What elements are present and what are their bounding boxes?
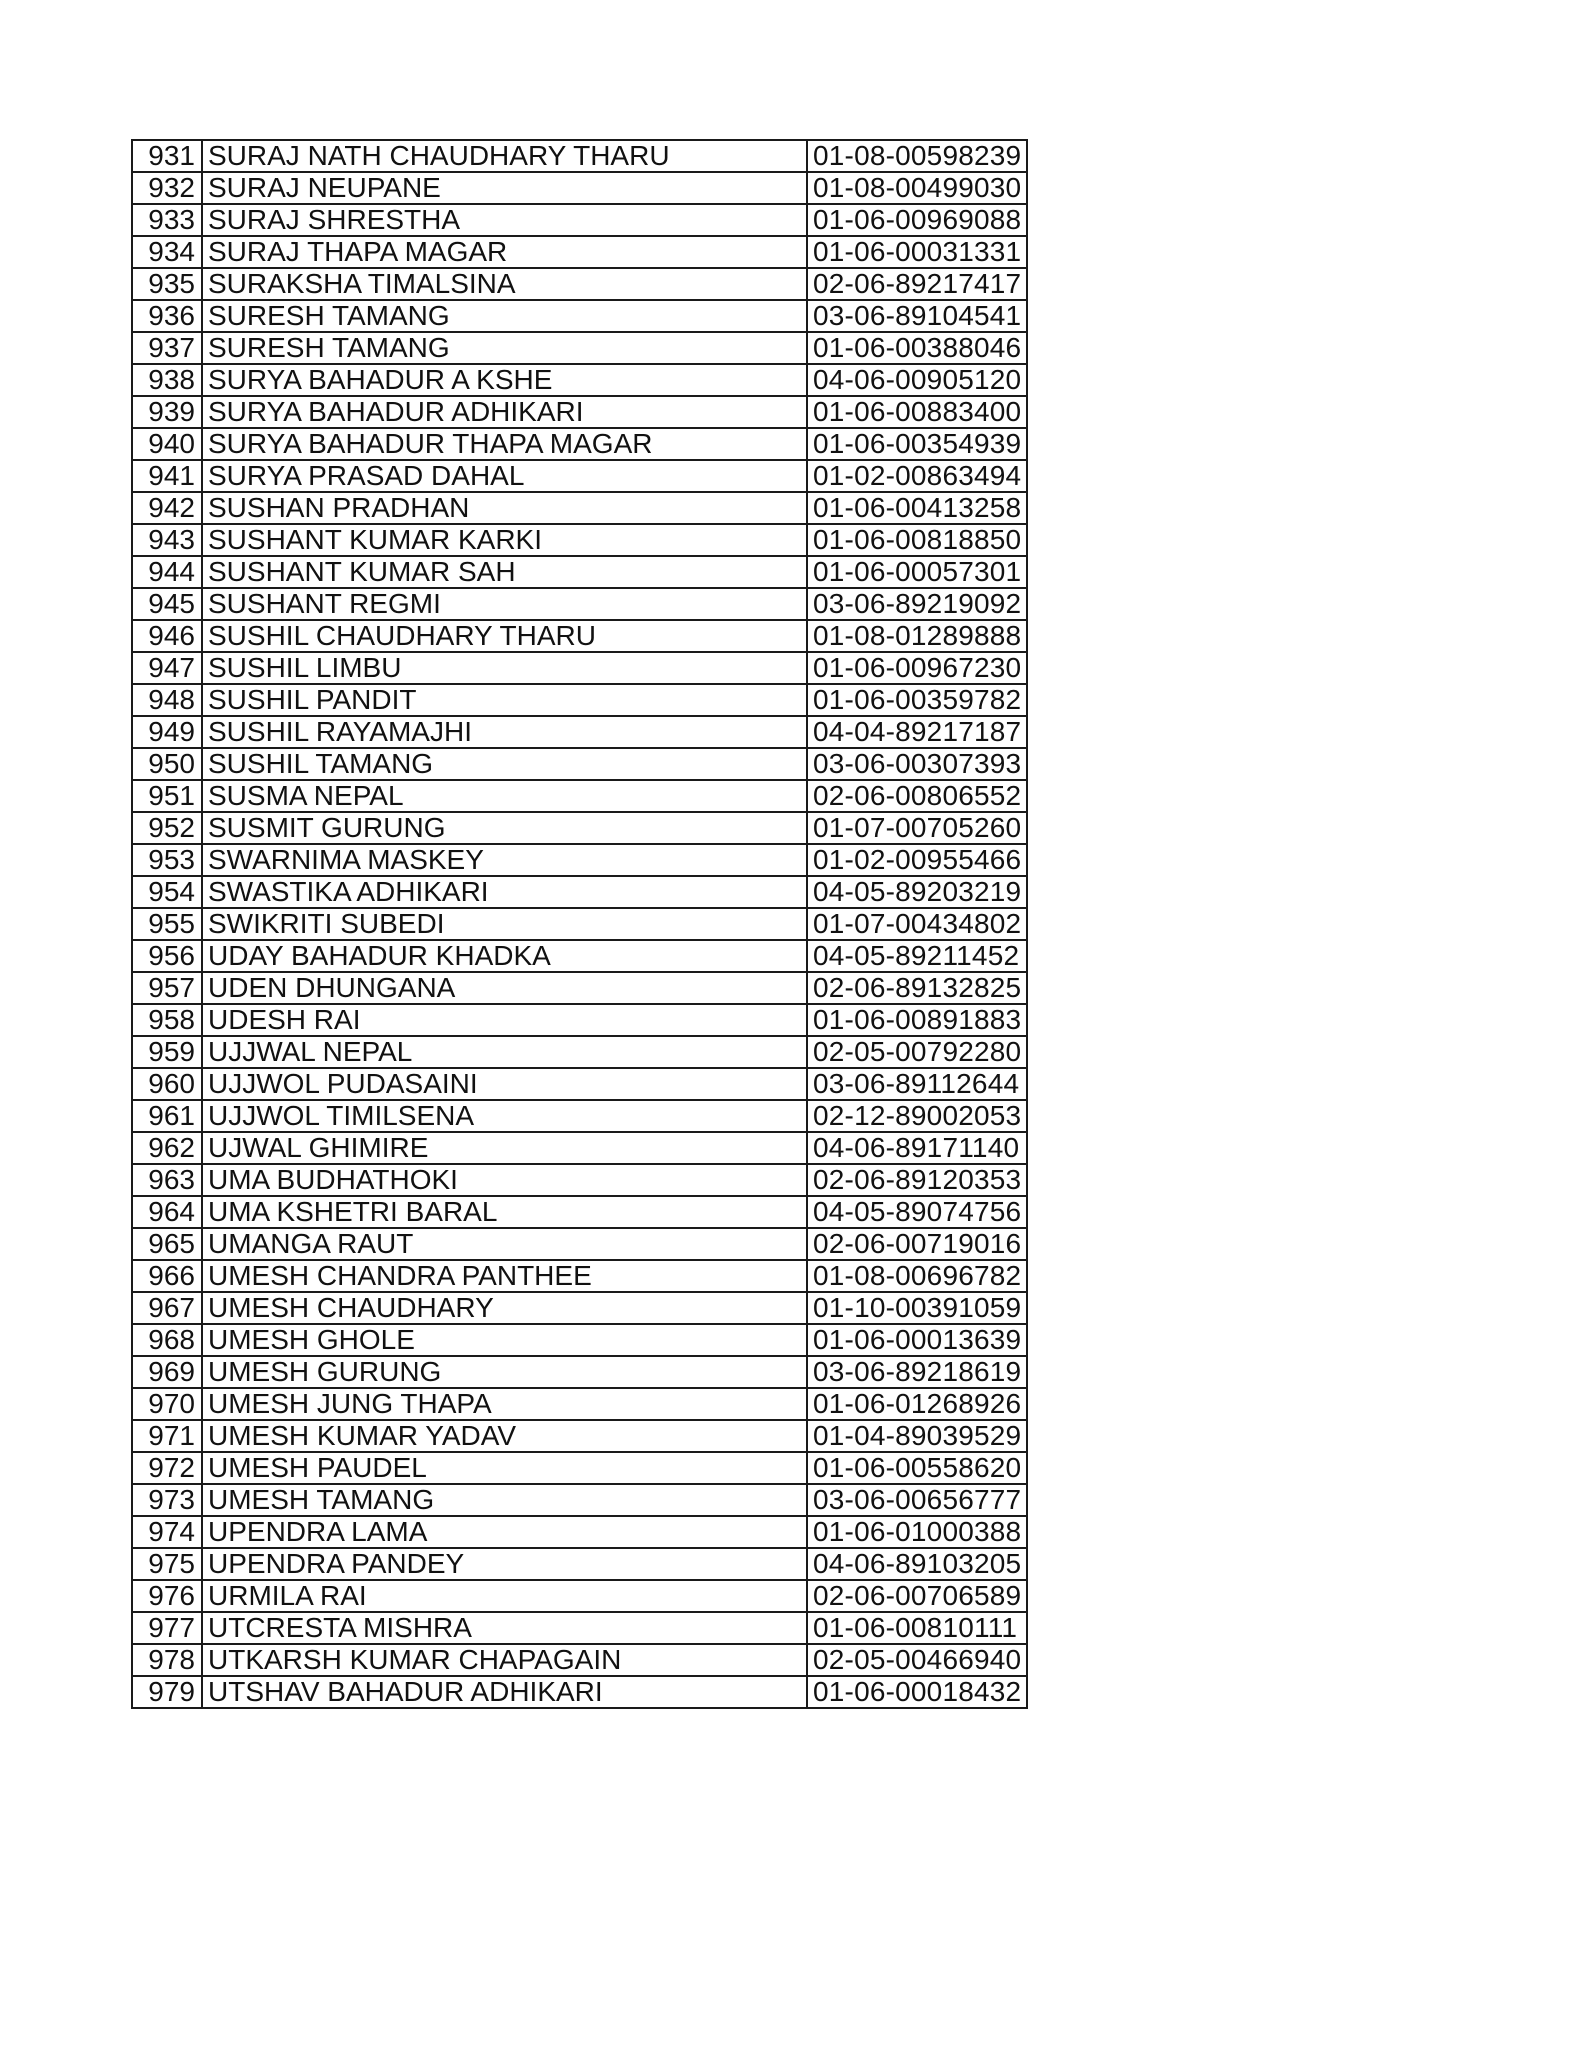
serial-number-cell: 947: [132, 652, 202, 684]
name-cell: UMESH GURUNG: [202, 1356, 807, 1388]
serial-number-cell: 942: [132, 492, 202, 524]
table-row: [132, 972, 1027, 1004]
table-row: [132, 1644, 1027, 1676]
id-number-cell: 01-02-00863494: [807, 460, 1027, 492]
serial-number-cell: 978: [132, 1644, 202, 1676]
table-row: [132, 140, 1027, 172]
serial-number-cell: 977: [132, 1612, 202, 1644]
table-row: [132, 812, 1027, 844]
id-number-cell: 02-06-00719016: [807, 1228, 1027, 1260]
serial-number-cell: 933: [132, 204, 202, 236]
table-row: [132, 428, 1027, 460]
id-number-cell: 01-08-00499030: [807, 172, 1027, 204]
serial-number-cell: 971: [132, 1420, 202, 1452]
serial-number-cell: 943: [132, 524, 202, 556]
serial-number-cell: 969: [132, 1356, 202, 1388]
name-cell: SUSHAN PRADHAN: [202, 492, 807, 524]
id-number-cell: 02-05-00792280: [807, 1036, 1027, 1068]
table-row: [132, 1164, 1027, 1196]
serial-number-cell: 938: [132, 364, 202, 396]
serial-number-cell: 979: [132, 1676, 202, 1708]
table-row: [132, 1100, 1027, 1132]
table-row: [132, 492, 1027, 524]
serial-number-cell: 964: [132, 1196, 202, 1228]
serial-number-cell: 961: [132, 1100, 202, 1132]
table-row: [132, 748, 1027, 780]
table-row: [132, 1324, 1027, 1356]
name-cell: SUSHANT KUMAR KARKI: [202, 524, 807, 556]
serial-number-cell: 967: [132, 1292, 202, 1324]
name-cell: SURAKSHA TIMALSINA: [202, 268, 807, 300]
table-row: [132, 204, 1027, 236]
table-row: [132, 844, 1027, 876]
id-number-cell: 03-06-89104541: [807, 300, 1027, 332]
name-cell: UTKARSH KUMAR CHAPAGAIN: [202, 1644, 807, 1676]
id-number-cell: 03-06-00656777: [807, 1484, 1027, 1516]
id-number-cell: 02-06-00806552: [807, 780, 1027, 812]
id-number-cell: 01-06-00891883: [807, 1004, 1027, 1036]
id-number-cell: 01-07-00705260: [807, 812, 1027, 844]
name-cell: UMESH CHAUDHARY: [202, 1292, 807, 1324]
roster-table-body: [132, 140, 1027, 1708]
table-row: [132, 524, 1027, 556]
name-cell: UTCRESTA MISHRA: [202, 1612, 807, 1644]
serial-number-cell: 956: [132, 940, 202, 972]
name-cell: URMILA RAI: [202, 1580, 807, 1612]
id-number-cell: 01-06-00967230: [807, 652, 1027, 684]
serial-number-cell: 944: [132, 556, 202, 588]
id-number-cell: 04-05-89074756: [807, 1196, 1027, 1228]
name-cell: SWASTIKA ADHIKARI: [202, 876, 807, 908]
name-cell: SURAJ NEUPANE: [202, 172, 807, 204]
name-cell: SURYA BAHADUR ADHIKARI: [202, 396, 807, 428]
name-cell: UMANGA RAUT: [202, 1228, 807, 1260]
serial-number-cell: 960: [132, 1068, 202, 1100]
serial-number-cell: 937: [132, 332, 202, 364]
name-cell: UMESH TAMANG: [202, 1484, 807, 1516]
table-row: [132, 652, 1027, 684]
table-row: [132, 332, 1027, 364]
table-row: [132, 1036, 1027, 1068]
id-number-cell: 02-05-00466940: [807, 1644, 1027, 1676]
serial-number-cell: 968: [132, 1324, 202, 1356]
id-number-cell: 01-07-00434802: [807, 908, 1027, 940]
table-row: [132, 172, 1027, 204]
name-cell: UJWAL GHIMIRE: [202, 1132, 807, 1164]
id-number-cell: 01-06-00818850: [807, 524, 1027, 556]
id-number-cell: 03-06-89218619: [807, 1356, 1027, 1388]
serial-number-cell: 932: [132, 172, 202, 204]
id-number-cell: 01-06-00558620: [807, 1452, 1027, 1484]
table-row: [132, 716, 1027, 748]
id-number-cell: 01-06-01268926: [807, 1388, 1027, 1420]
serial-number-cell: 935: [132, 268, 202, 300]
table-row: [132, 364, 1027, 396]
table-row: [132, 1420, 1027, 1452]
table-row: [132, 1004, 1027, 1036]
name-cell: SUSHIL LIMBU: [202, 652, 807, 684]
table-row: [132, 1676, 1027, 1708]
name-cell: UJJWAL NEPAL: [202, 1036, 807, 1068]
table-row: [132, 1548, 1027, 1580]
id-number-cell: 01-06-00031331: [807, 236, 1027, 268]
name-cell: SUSMA NEPAL: [202, 780, 807, 812]
id-number-cell: 02-06-89120353: [807, 1164, 1027, 1196]
table-row: [132, 684, 1027, 716]
name-cell: UMESH GHOLE: [202, 1324, 807, 1356]
name-cell: SURYA BAHADUR THAPA MAGAR: [202, 428, 807, 460]
name-cell: SURYA PRASAD DAHAL: [202, 460, 807, 492]
table-row: [132, 588, 1027, 620]
id-number-cell: 01-08-00598239: [807, 140, 1027, 172]
serial-number-cell: 962: [132, 1132, 202, 1164]
id-number-cell: 01-06-00359782: [807, 684, 1027, 716]
name-cell: UJJWOL PUDASAINI: [202, 1068, 807, 1100]
id-number-cell: 01-02-00955466: [807, 844, 1027, 876]
serial-number-cell: 940: [132, 428, 202, 460]
serial-number-cell: 946: [132, 620, 202, 652]
name-cell: UMESH KUMAR YADAV: [202, 1420, 807, 1452]
name-cell: SUSHANT KUMAR SAH: [202, 556, 807, 588]
table-row: [132, 236, 1027, 268]
id-number-cell: 01-08-00696782: [807, 1260, 1027, 1292]
id-number-cell: 01-06-00810111: [807, 1612, 1027, 1644]
id-number-cell: 01-04-89039529: [807, 1420, 1027, 1452]
table-row: [132, 1452, 1027, 1484]
id-number-cell: 01-06-01000388: [807, 1516, 1027, 1548]
table-row: [132, 396, 1027, 428]
name-cell: UDEN DHUNGANA: [202, 972, 807, 1004]
id-number-cell: 01-06-00018432: [807, 1676, 1027, 1708]
name-cell: SUSHIL PANDIT: [202, 684, 807, 716]
serial-number-cell: 951: [132, 780, 202, 812]
name-cell: SUSHIL TAMANG: [202, 748, 807, 780]
name-cell: SURESH TAMANG: [202, 332, 807, 364]
name-cell: UPENDRA PANDEY: [202, 1548, 807, 1580]
serial-number-cell: 955: [132, 908, 202, 940]
name-cell: SURYA BAHADUR A KSHE: [202, 364, 807, 396]
id-number-cell: 04-06-89103205: [807, 1548, 1027, 1580]
name-cell: UTSHAV BAHADUR ADHIKARI: [202, 1676, 807, 1708]
id-number-cell: 01-06-00883400: [807, 396, 1027, 428]
id-number-cell: 01-06-00013639: [807, 1324, 1027, 1356]
table-row: [132, 1068, 1027, 1100]
serial-number-cell: 966: [132, 1260, 202, 1292]
serial-number-cell: 934: [132, 236, 202, 268]
id-number-cell: 01-06-00354939: [807, 428, 1027, 460]
name-cell: UDESH RAI: [202, 1004, 807, 1036]
name-cell: SWARNIMA MASKEY: [202, 844, 807, 876]
serial-number-cell: 949: [132, 716, 202, 748]
table-row: [132, 1612, 1027, 1644]
id-number-cell: 01-08-01289888: [807, 620, 1027, 652]
table-row: [132, 1388, 1027, 1420]
name-cell: UMESH CHANDRA PANTHEE: [202, 1260, 807, 1292]
serial-number-cell: 931: [132, 140, 202, 172]
table-row: [132, 300, 1027, 332]
table-row: [132, 1196, 1027, 1228]
name-cell: SURAJ THAPA MAGAR: [202, 236, 807, 268]
name-cell: SURAJ NATH CHAUDHARY THARU: [202, 140, 807, 172]
table-row: [132, 460, 1027, 492]
id-number-cell: 01-06-00057301: [807, 556, 1027, 588]
name-cell: UJJWOL TIMILSENA: [202, 1100, 807, 1132]
id-number-cell: 01-06-00413258: [807, 492, 1027, 524]
name-cell: SUSHIL RAYAMAJHI: [202, 716, 807, 748]
serial-number-cell: 952: [132, 812, 202, 844]
table-row: [132, 1580, 1027, 1612]
id-number-cell: 02-06-00706589: [807, 1580, 1027, 1612]
name-cell: SUSMIT GURUNG: [202, 812, 807, 844]
name-cell: UMESH JUNG THAPA: [202, 1388, 807, 1420]
table-row: [132, 1516, 1027, 1548]
serial-number-cell: 976: [132, 1580, 202, 1612]
name-cell: UPENDRA LAMA: [202, 1516, 807, 1548]
id-number-cell: 01-06-00388046: [807, 332, 1027, 364]
serial-number-cell: 972: [132, 1452, 202, 1484]
name-cell: SUSHANT REGMI: [202, 588, 807, 620]
roster-table: [131, 139, 1028, 1709]
table-row: [132, 876, 1027, 908]
id-number-cell: 02-06-89132825: [807, 972, 1027, 1004]
table-row: [132, 1484, 1027, 1516]
table-row: [132, 1356, 1027, 1388]
serial-number-cell: 957: [132, 972, 202, 1004]
table-row: [132, 556, 1027, 588]
serial-number-cell: 936: [132, 300, 202, 332]
table-row: [132, 1260, 1027, 1292]
id-number-cell: 02-12-89002053: [807, 1100, 1027, 1132]
serial-number-cell: 965: [132, 1228, 202, 1260]
id-number-cell: 03-06-00307393: [807, 748, 1027, 780]
table-row: [132, 268, 1027, 300]
table-row: [132, 908, 1027, 940]
id-number-cell: 04-06-89171140: [807, 1132, 1027, 1164]
name-cell: UMA KSHETRI BARAL: [202, 1196, 807, 1228]
name-cell: SUSHIL CHAUDHARY THARU: [202, 620, 807, 652]
serial-number-cell: 954: [132, 876, 202, 908]
name-cell: UMESH PAUDEL: [202, 1452, 807, 1484]
serial-number-cell: 959: [132, 1036, 202, 1068]
serial-number-cell: 950: [132, 748, 202, 780]
table-row: [132, 940, 1027, 972]
table-row: [132, 1292, 1027, 1324]
table-row: [132, 1132, 1027, 1164]
serial-number-cell: 941: [132, 460, 202, 492]
id-number-cell: 01-06-00969088: [807, 204, 1027, 236]
table-row: [132, 620, 1027, 652]
serial-number-cell: 953: [132, 844, 202, 876]
serial-number-cell: 974: [132, 1516, 202, 1548]
serial-number-cell: 958: [132, 1004, 202, 1036]
id-number-cell: 04-06-00905120: [807, 364, 1027, 396]
serial-number-cell: 939: [132, 396, 202, 428]
name-cell: UDAY BAHADUR KHADKA: [202, 940, 807, 972]
id-number-cell: 04-05-89203219: [807, 876, 1027, 908]
id-number-cell: 03-06-89112644: [807, 1068, 1027, 1100]
table-row: [132, 1228, 1027, 1260]
table-row: [132, 780, 1027, 812]
name-cell: UMA BUDHATHOKI: [202, 1164, 807, 1196]
name-cell: SURAJ SHRESTHA: [202, 204, 807, 236]
serial-number-cell: 945: [132, 588, 202, 620]
name-cell: SWIKRITI SUBEDI: [202, 908, 807, 940]
id-number-cell: 04-04-89217187: [807, 716, 1027, 748]
id-number-cell: 03-06-89219092: [807, 588, 1027, 620]
name-cell: SURESH TAMANG: [202, 300, 807, 332]
serial-number-cell: 975: [132, 1548, 202, 1580]
serial-number-cell: 963: [132, 1164, 202, 1196]
serial-number-cell: 970: [132, 1388, 202, 1420]
id-number-cell: 02-06-89217417: [807, 268, 1027, 300]
id-number-cell: 01-10-00391059: [807, 1292, 1027, 1324]
id-number-cell: 04-05-89211452: [807, 940, 1027, 972]
serial-number-cell: 948: [132, 684, 202, 716]
serial-number-cell: 973: [132, 1484, 202, 1516]
